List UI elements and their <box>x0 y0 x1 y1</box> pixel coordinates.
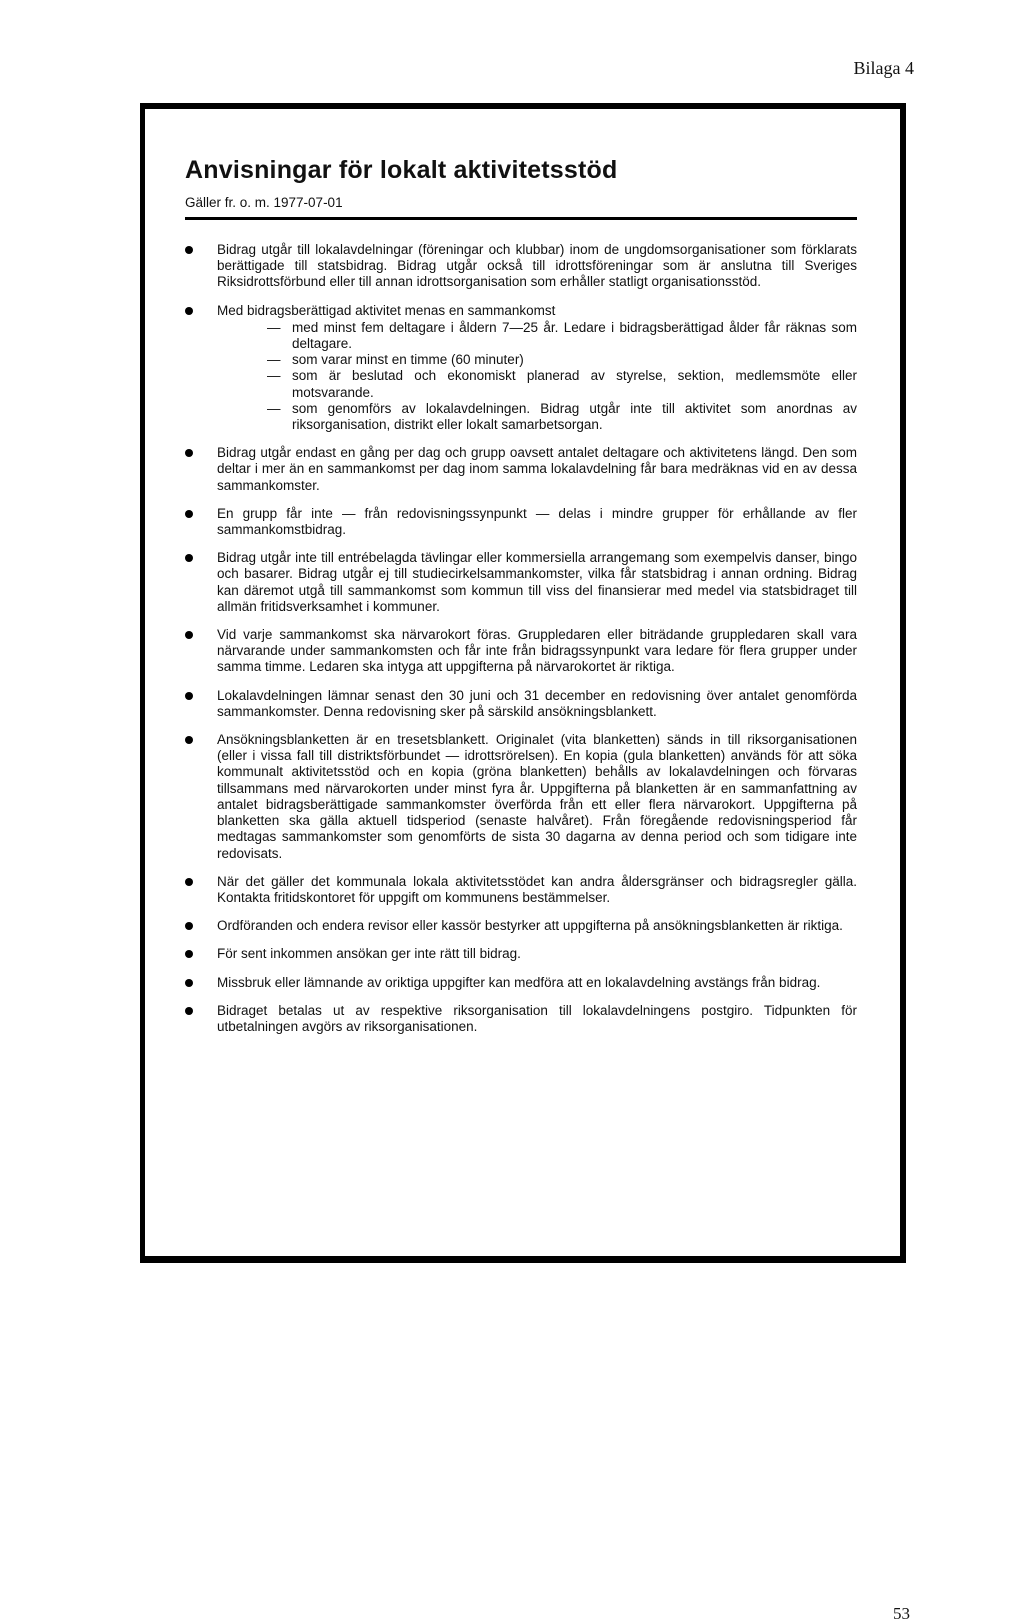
valid-from-date: Gäller fr. o. m. 1977-07-01 <box>185 195 343 210</box>
list-item-text: Bidrag utgår endast en gång per dag och grupp oavsett antalet deltagare och aktivitetens längd. Den som deltar i mer än en sammankomst per dag inom samma lokalavdelning får bara medräknas vid en av dessa sammankomster. <box>217 445 857 493</box>
list-item-text: Bidrag utgår inte till entrébelagda tävlingar eller kommersiella arrangemang som exempelvis danser, bingo och basarer. Bidrag utgår ej till studiecirkelsammankomster, vilka får statsbidrag i annan ordning. Bidrag kan däremot utgå till sammankomst som kommun till viss del finansierar med medel via statsbidraget till allmän fritidsverksamhet i kommuner. <box>217 550 857 614</box>
list-item <box>185 242 857 291</box>
list-item <box>185 946 857 962</box>
list-item <box>185 688 857 720</box>
bullet-icon <box>185 510 193 518</box>
dash-icon: — <box>267 352 281 368</box>
list-item-text: Ansökningsblanketten är en tresetsblankett. Originalet (vita blanketten) sänds in till riksorganisationen (eller i vissa fall till distriktsförbundet — idrottsrörelsen). En kopia (gula blanketten) används för att söka kommunalt aktivitetsstöd och en kopia (gröna blanketten) behålls av lokalavdelningen och förvaras tillsammans med närvarokorten under minst fyra år. Uppgifterna på blanketten är en sammanfattning av antalet bidragsberättigade sammankomster överförda från ett eller flera närvarokort. Uppgifterna på blanketten ska gälla aktuell tidsperiod (senaste halvåret). Från föregående redovisningsperiod får medtagas sammankomster som genomförts de sista 30 dagarna av denna period och som tidigare inte redovisats. <box>217 732 857 861</box>
list-item-text: Ordföranden och endera revisor eller kassör bestyrker att uppgifterna på ansökningsblanketten är riktiga. <box>217 918 843 934</box>
bullet-icon <box>185 554 193 562</box>
list-item <box>185 445 857 494</box>
instructions-frame-body <box>140 103 906 1263</box>
dash-icon: — <box>267 319 281 335</box>
sub-list-item <box>217 352 857 368</box>
list-item-text: Lokalavdelningen lämnar senast den 30 juni och 31 december en redovisning över antalet genomförda sammankomster. Denna redovisning sker på särskild ansökningsblankett. <box>217 687 857 719</box>
dash-icon: — <box>267 368 281 384</box>
list-item <box>185 303 857 434</box>
title-divider <box>185 217 857 220</box>
list-item <box>185 506 857 538</box>
sub-list-item-text: som är beslutad och ekonomiskt planerad av styrelse, sektion, medlemsmöte eller motsvarande. <box>292 368 857 400</box>
list-item <box>185 732 857 862</box>
sub-list-item <box>217 368 857 400</box>
bullet-icon <box>185 1007 193 1015</box>
list-item <box>185 627 857 676</box>
list-item <box>185 550 857 615</box>
bullet-icon <box>185 692 193 700</box>
sub-list-item <box>217 320 857 352</box>
bullet-icon <box>185 631 193 639</box>
list-item-text: Bidraget betalas ut av respektive riksorganisation till lokalavdelningens postgiro. Tidpunkten för utbetalningen avgörs av riksorganisationen. <box>217 1002 857 1034</box>
dash-icon: — <box>267 400 281 416</box>
bullet-icon <box>185 979 193 987</box>
bullet-icon <box>185 736 193 744</box>
page-number: 53 <box>893 1604 910 1623</box>
bullet-icon <box>185 246 193 254</box>
list-item-text: En grupp får inte — från redovisningssynpunkt — delas i mindre grupper för erhållande av fler sammankomstbidrag. <box>217 505 857 538</box>
document-title: Anvisningar för lokalt aktivitetsstöd <box>185 156 618 184</box>
sub-list-item <box>217 401 857 433</box>
instructions-content <box>185 155 857 1047</box>
list-item <box>185 1003 857 1035</box>
list-item-text: När det gäller det kommunala lokala aktivitetsstödet kan andra åldersgränser och bidragsregler gälla. Kontakta fritidskontoret för uppgift om kommunens bestämmelser. <box>217 873 857 905</box>
list-item <box>185 918 857 934</box>
sub-list <box>217 320 857 433</box>
list-item-text: Vid varje sammankomst ska närvarokort föras. Gruppledaren eller biträdande gruppledaren skall vara närvarande under sammankomsten och får inte från bidragssynpunkt vara ledare för flera grupper under samma timme. Ledaren ska intyga att uppgifterna på närvarokortet är riktiga. <box>217 627 857 675</box>
list-item-text: Med bidragsberättigad aktivitet menas en sammankomst <box>217 302 556 318</box>
list-item <box>185 874 857 906</box>
bullet-icon <box>185 922 193 930</box>
sub-list-item-text: med minst fem deltagare i åldern 7—25 år. Ledare i bidragsberättigad ålder får räknas som deltagare. <box>292 319 857 352</box>
instruction-list <box>185 242 857 1035</box>
bullet-icon <box>185 950 193 958</box>
appendix-label: Bilaga 4 <box>853 58 914 78</box>
bullet-icon <box>185 449 193 457</box>
sub-list-item-text: som varar minst en timme (60 minuter) <box>292 352 524 368</box>
bullet-icon <box>185 878 193 886</box>
list-item-text: Bidrag utgår till lokalavdelningar (föreningar och klubbar) inom de ungdomsorganisationer som förklarats berättigade till statsbidrag. Bidrag utgår också till idrottsföreningar som är anslutna till Sveriges Riksidrottsförbund eller till annan idrottsorganisation som erhåller statligt organisationsstöd. <box>217 242 857 290</box>
bullet-icon <box>185 307 193 315</box>
list-item-text: För sent inkommen ansökan ger inte rätt till bidrag. <box>217 946 521 962</box>
sub-list-item-text: som genomförs av lokalavdelningen. Bidrag utgår inte till aktivitet som anordnas av riksorganisation, distrikt eller lokalt samarbetsorgan. <box>292 400 857 433</box>
list-item <box>185 975 857 991</box>
list-item-text: Missbruk eller lämnande av oriktiga uppgifter kan medföra att en lokalavdelning avstängs från bidrag. <box>217 974 821 990</box>
